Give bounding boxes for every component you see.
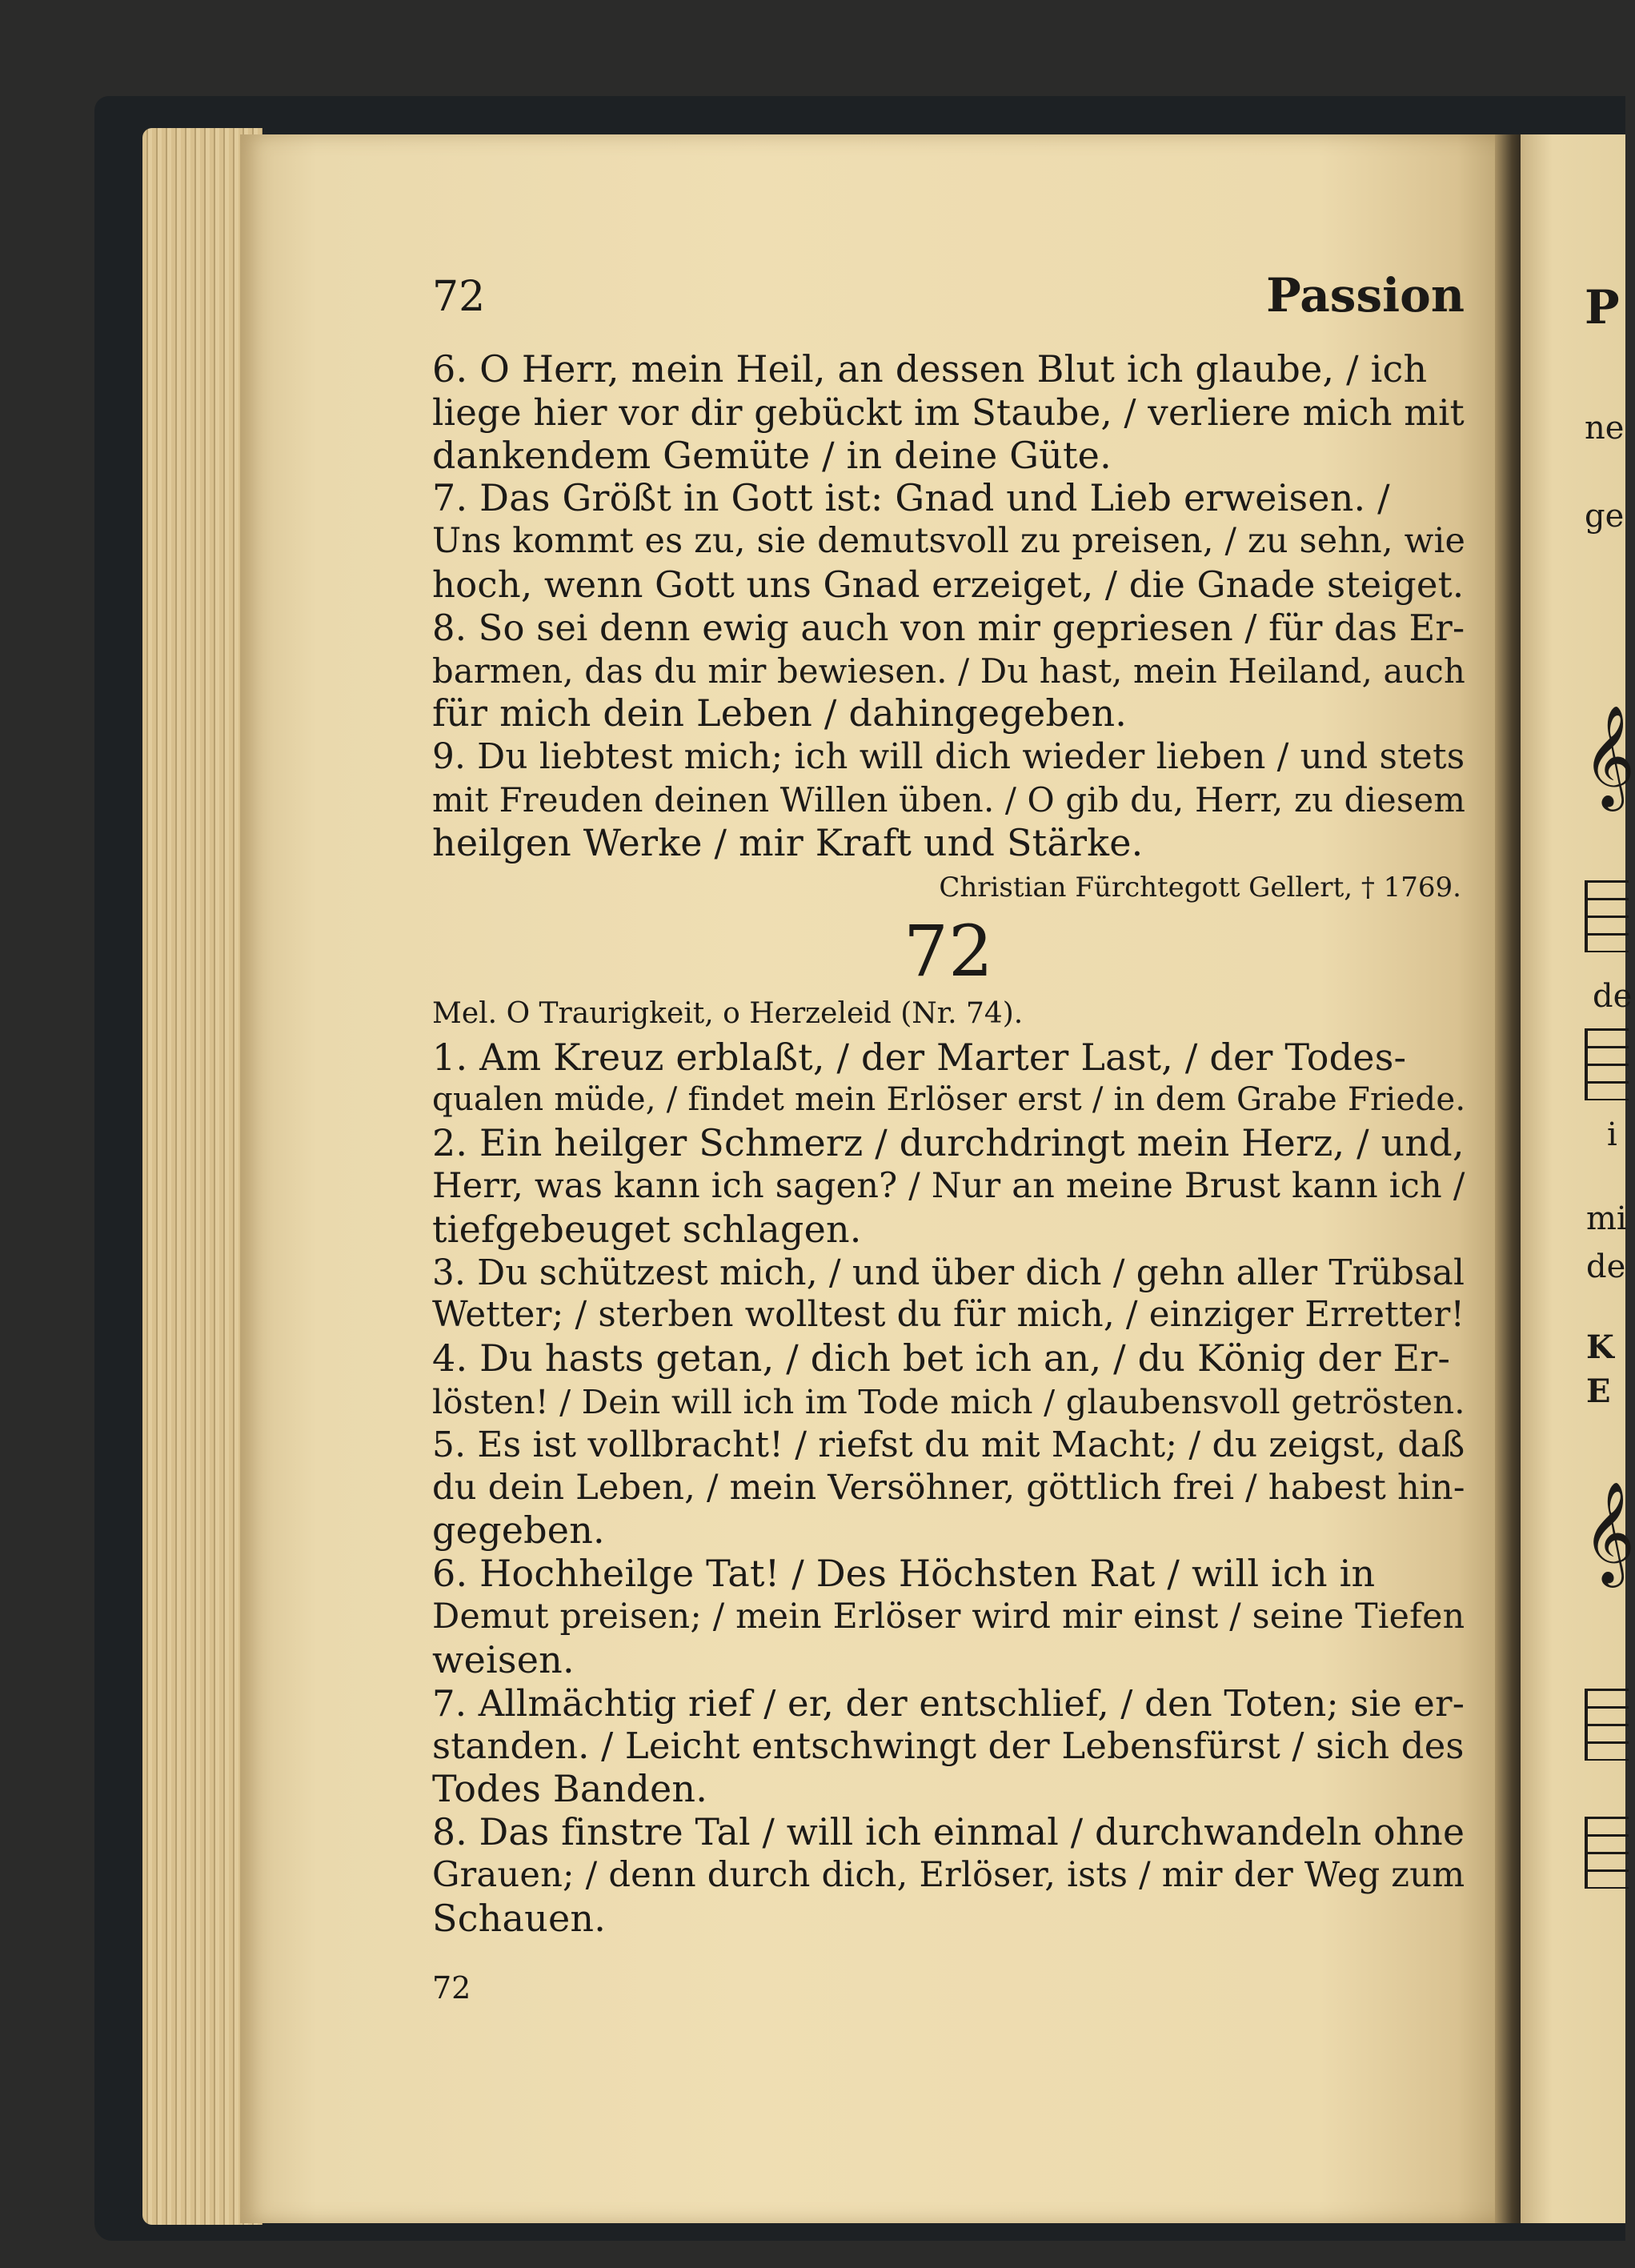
- next-page-fragment: K: [1586, 1328, 1614, 1366]
- treble-clef-icon: 𝄞: [1583, 704, 1635, 807]
- hymn-72-melody: Mel. O Traurigkeit, o Herzeleid (Nr. 74).: [432, 996, 1024, 1030]
- music-staff: [1585, 880, 1629, 952]
- header-page-number: 72: [432, 273, 486, 321]
- text-line: 8. Das finstre Tal / will ich einmal / durchwandeln ohne: [432, 1810, 1465, 1853]
- running-header: [432, 260, 1465, 348]
- text-line: Grauen; / denn durch dich, Erlöser, ists / mir der Weg zum: [432, 1854, 1465, 1895]
- footer-number: 72: [432, 1970, 471, 2006]
- text-line: Schauen.: [432, 1896, 607, 1940]
- next-page-fragment: ge: [1585, 498, 1625, 535]
- next-page-strip: [1521, 134, 1625, 2223]
- page-text: [432, 260, 1465, 1940]
- music-staff: [1585, 1028, 1629, 1100]
- text-line: für mich dein Leben / dahingegeben.: [432, 691, 1128, 735]
- text-line: 9. Du liebtest mich; ich will dich wieder lieben / und stets: [432, 736, 1465, 778]
- text-line: 1. Am Kreuz erblaßt, / der Marter Last, / der Todes-: [432, 1035, 1407, 1079]
- text-line: 2. Ein heilger Schmerz / durchdringt mein Herz, / und,: [432, 1121, 1465, 1165]
- hymn-71-stanzas: [432, 348, 1465, 865]
- book-gutter: [1495, 134, 1524, 2223]
- next-page-fragment: E: [1586, 1372, 1611, 1410]
- text-line: lösten! / Dein will ich im Tode mich / glaubensvoll getrösten.: [432, 1381, 1465, 1421]
- treble-clef-icon: 𝄞: [1583, 1481, 1635, 1583]
- text-line: 4. Du hasts getan, / dich bet ich an, / du König der Er-: [432, 1336, 1451, 1380]
- hymn-72-stanzas: [432, 1036, 1465, 1941]
- text-line: qualen müde, / findet mein Erlöser erst / in dem Grabe Friede.: [432, 1081, 1466, 1119]
- text-line: liege hier vor dir gebückt im Staube, / verliere mich mit: [432, 391, 1465, 434]
- text-line: du dein Leben, / mein Versöhner, göttlich frei / habest hin-: [432, 1467, 1465, 1508]
- text-line: hoch, wenn Gott uns Gnad erzeiget, / die Gnade steiget.: [432, 563, 1465, 606]
- next-page-fragment: i: [1607, 1116, 1617, 1153]
- next-page-title-fragment: P: [1585, 280, 1620, 335]
- text-line: standen. / Leicht entschwingt der Lebensfürst / sich des: [432, 1725, 1465, 1768]
- text-line: dankendem Gemüte / in deine Güte.: [432, 433, 1112, 477]
- next-page-fragment: de: [1593, 978, 1633, 1015]
- text-line: weisen.: [432, 1637, 575, 1681]
- music-staff: [1585, 1817, 1629, 1889]
- text-line: 7. Allmächtig rief / er, der entschlief, / den Toten; sie er-: [432, 1681, 1465, 1725]
- text-line: Uns kommt es zu, sie demutsvoll zu preisen, / zu sehn, wie: [432, 521, 1466, 562]
- next-page-fragment: ne: [1585, 410, 1625, 447]
- header-title: Passion: [1266, 268, 1465, 323]
- text-line: 5. Es ist vollbracht! / riefst du mit Macht; / du zeigst, daß: [432, 1424, 1465, 1465]
- text-line: mit Freuden deinen Willen üben. / O gib du, Herr, zu diesem: [432, 779, 1466, 819]
- next-page-fragment: mi: [1586, 1200, 1627, 1237]
- text-line: heilgen Werke / mir Kraft und Stärke.: [432, 820, 1144, 864]
- hymn-72-number: 72: [904, 909, 993, 992]
- text-line: 6. Hochheilge Tat! / Des Höchsten Rat / will ich in: [432, 1552, 1376, 1596]
- text-line: Herr, was kann ich sagen? / Nur an meine Brust kann ich /: [432, 1165, 1465, 1206]
- next-page-fragment: de: [1586, 1248, 1626, 1285]
- text-line: 8. So sei denn ewig auch von mir gepriesen / für das Er-: [432, 606, 1465, 649]
- text-line: Todes Banden.: [432, 1767, 708, 1811]
- text-line: 6. O Herr, mein Heil, an dessen Blut ich glaube, / ich: [432, 347, 1428, 391]
- text-line: Wetter; / sterben wolltest du für mich, / einziger Erretter!: [432, 1295, 1465, 1336]
- text-line: Demut preisen; / mein Erlöser wird mir einst / seine Tiefen: [432, 1596, 1465, 1637]
- text-line: barmen, das du mir bewiesen. / Du hast, mein Heiland, auch: [432, 651, 1465, 691]
- text-line: 7. Das Größt in Gott ist: Gnad und Lieb erweisen. /: [432, 476, 1390, 520]
- text-line: gegeben.: [432, 1509, 605, 1553]
- hymn-71-author: Christian Fürchtegott Gellert, † 1769.: [939, 871, 1461, 904]
- text-line: 3. Du schützest mich, / und über dich / gehn aller Trübsal: [432, 1252, 1465, 1293]
- text-line: tiefgebeuget schlagen.: [432, 1207, 862, 1251]
- music-staff: [1585, 1689, 1629, 1761]
